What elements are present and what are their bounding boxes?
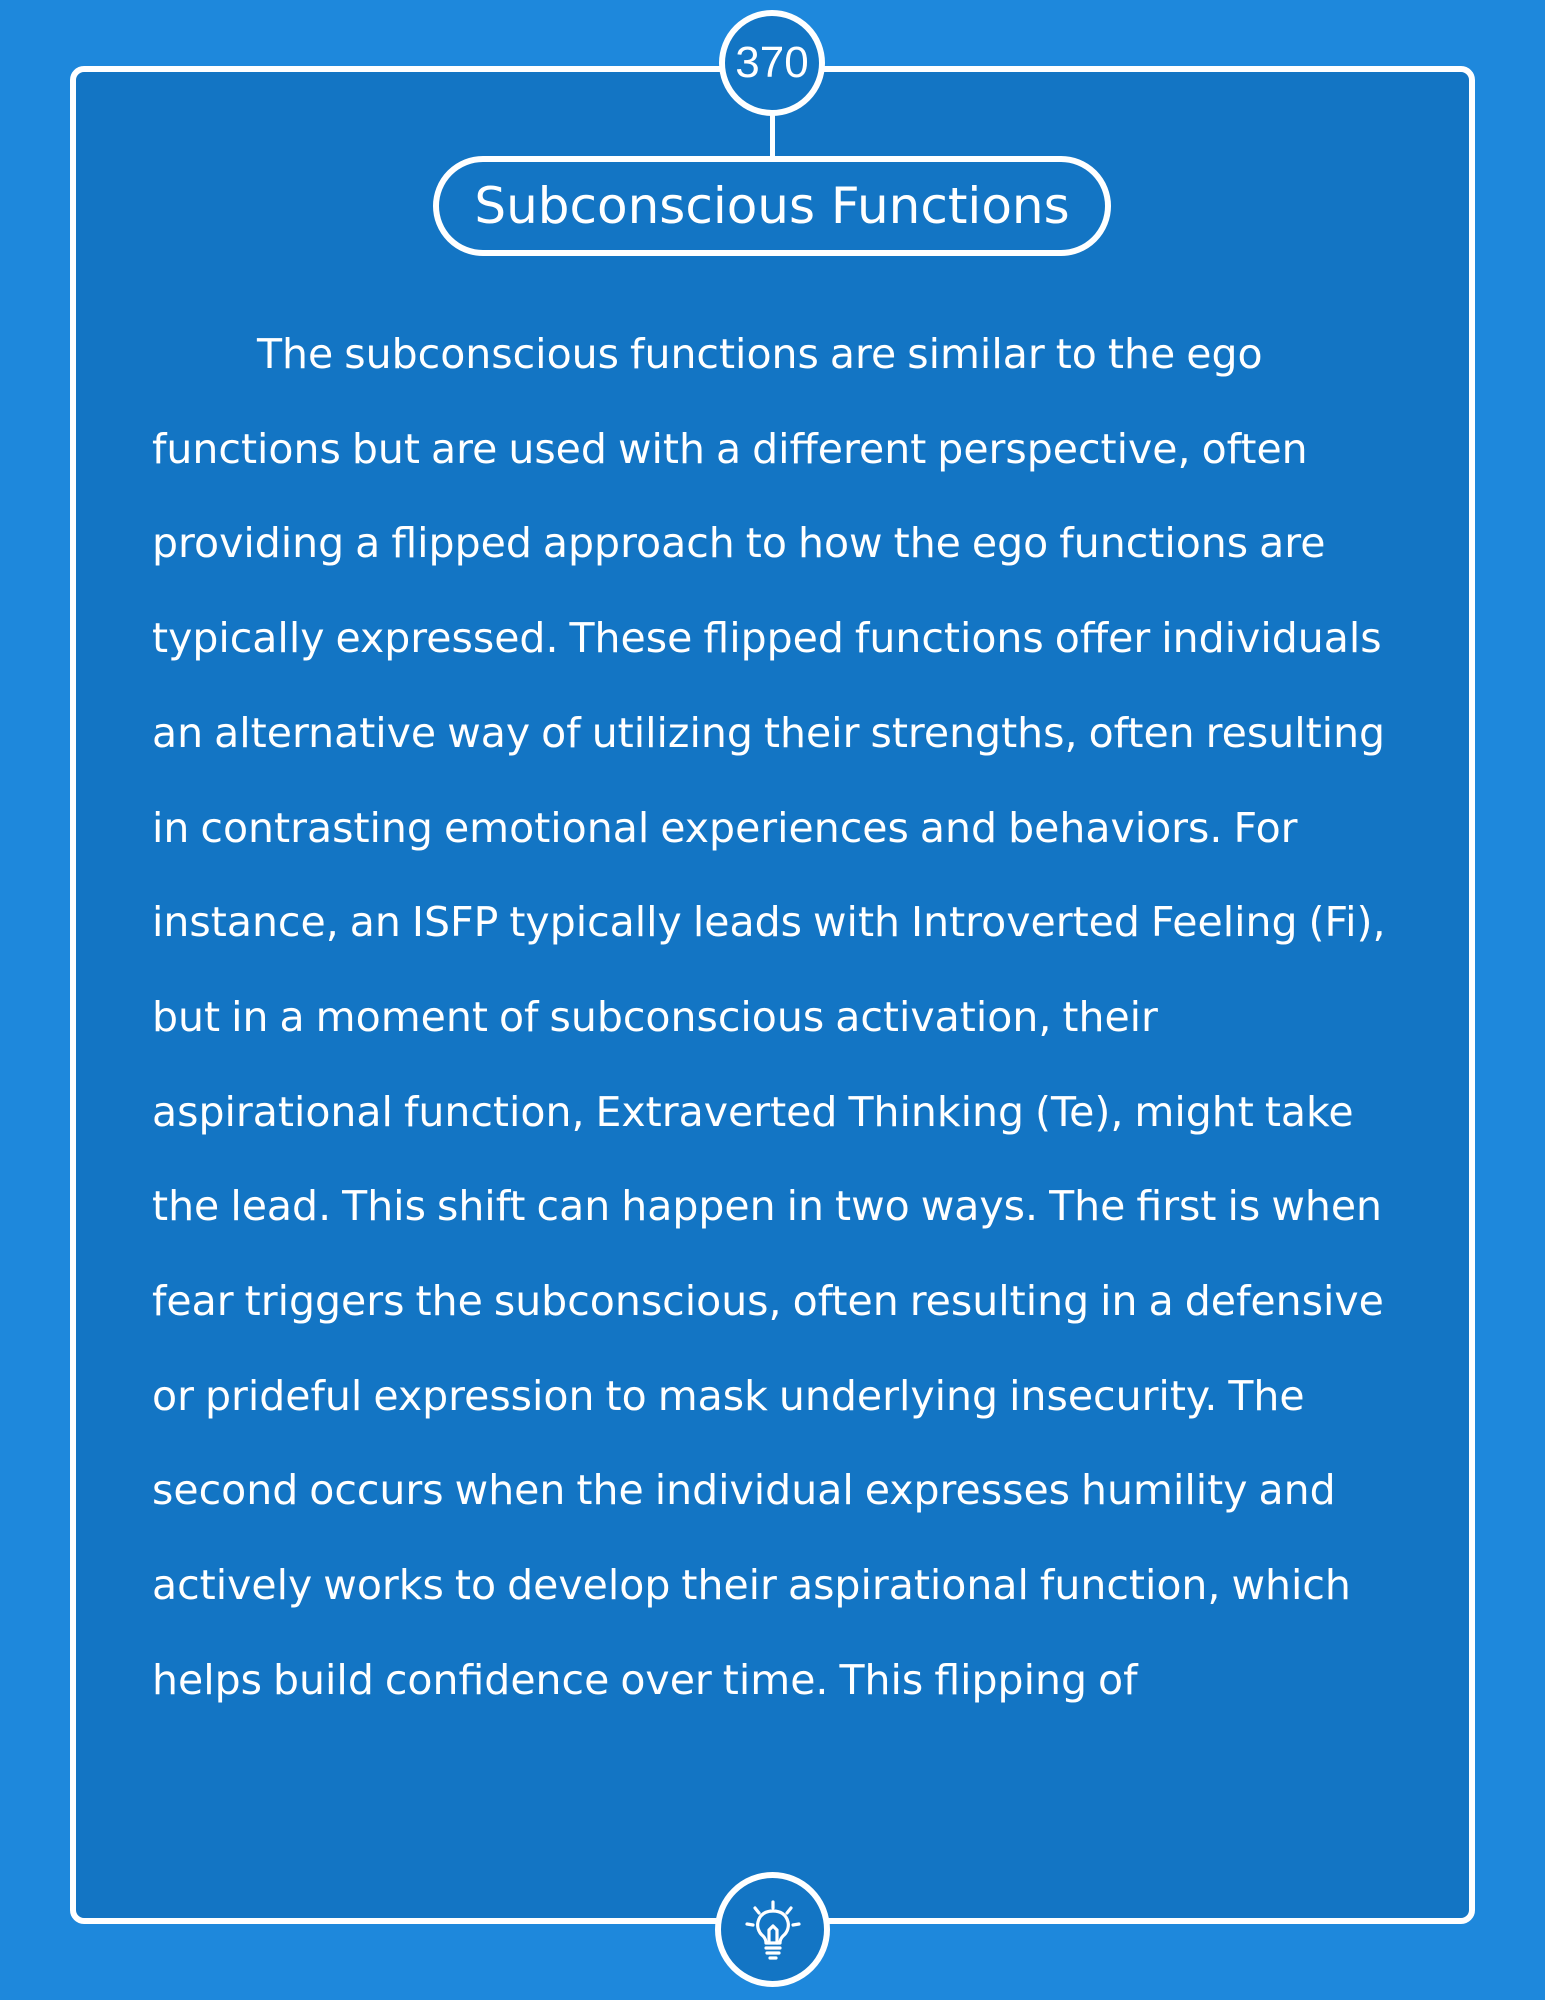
connector-line [770,114,775,158]
lightbulb-icon [741,1898,805,1962]
body-paragraph: The subconscious functions are similar to the ego functions but are used with a different perspective, often providing a flipped approach to how the ego functions are typically expressed. These flipped functions offer individuals an alternative way of utilizing their strengths, often resulting in contrasting emotional experiences and behaviors. For instance, an ISFP typically leads with Introverted Feeling (Fi), but in a moment of subconscious activation, their aspirational function, Extraverted Thinking (Te), might take the lead. This shift can happen in two ways. The first is when fear triggers the subconscious, often resulting in a defensive or prideful expression to mask underlying insecurity. The second occurs when the individual expresses humility and actively works to develop their aspirational function, which helps build confidence over time. This flipping of [152,330,1386,1704]
page-number-badge [719,10,825,116]
page-number: 370 [735,38,809,87]
page-title: Subconscious Functions [474,177,1070,235]
title-pill [433,156,1111,256]
footer-icon-badge [715,1872,830,1987]
